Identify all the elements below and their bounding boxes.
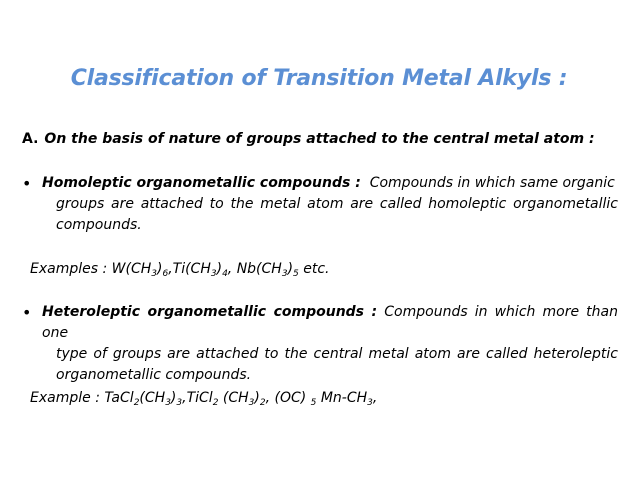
homoleptic-definition-start: Compounds in which same organic [369, 175, 615, 191]
heteroleptic-definition-rest: type of groups are attached to the central metal atom are called heteroleptic organometallic compounds. [56, 346, 618, 383]
bullet-homoleptic-text [42, 173, 618, 236]
homoleptic-term: Homoleptic organometallic compounds : [42, 175, 361, 191]
bullet-icon: • [22, 303, 32, 322]
examples-homoleptic [30, 261, 620, 279]
bullet-heteroleptic [22, 302, 618, 386]
bullet-heteroleptic-text [42, 302, 618, 386]
section-heading [22, 131, 622, 147]
example-heteroleptic-formulas: Example : $TaCl_2(CH_3)_3,TiCl_2$ $(CH_3)_2$, (OC) $_5$ $Mn-CH_3$, [30, 390, 378, 408]
bullet-icon: • [22, 174, 32, 193]
example-heteroleptic [30, 390, 620, 408]
heteroleptic-term: Heteroleptic organometallic compounds : [42, 304, 378, 320]
section-heading-text: On the basis of nature of groups attached to the central metal atom : [44, 131, 595, 147]
homoleptic-definition-rest: groups are attached to the metal atom are called homoleptic organometallic compounds. [56, 196, 618, 233]
bullet-homoleptic [22, 173, 618, 236]
section-letter: A. [22, 131, 39, 147]
heteroleptic-definition-start: Compounds in which more than one [42, 304, 618, 341]
examples-homoleptic-formulas: Examples : $W(CH_3)_6,Ti(CH_3)_4$, $Nb(CH_3)_5$ etc. [30, 261, 330, 279]
slide-title: Classification of Transition Metal Alkyls : [70, 66, 568, 91]
